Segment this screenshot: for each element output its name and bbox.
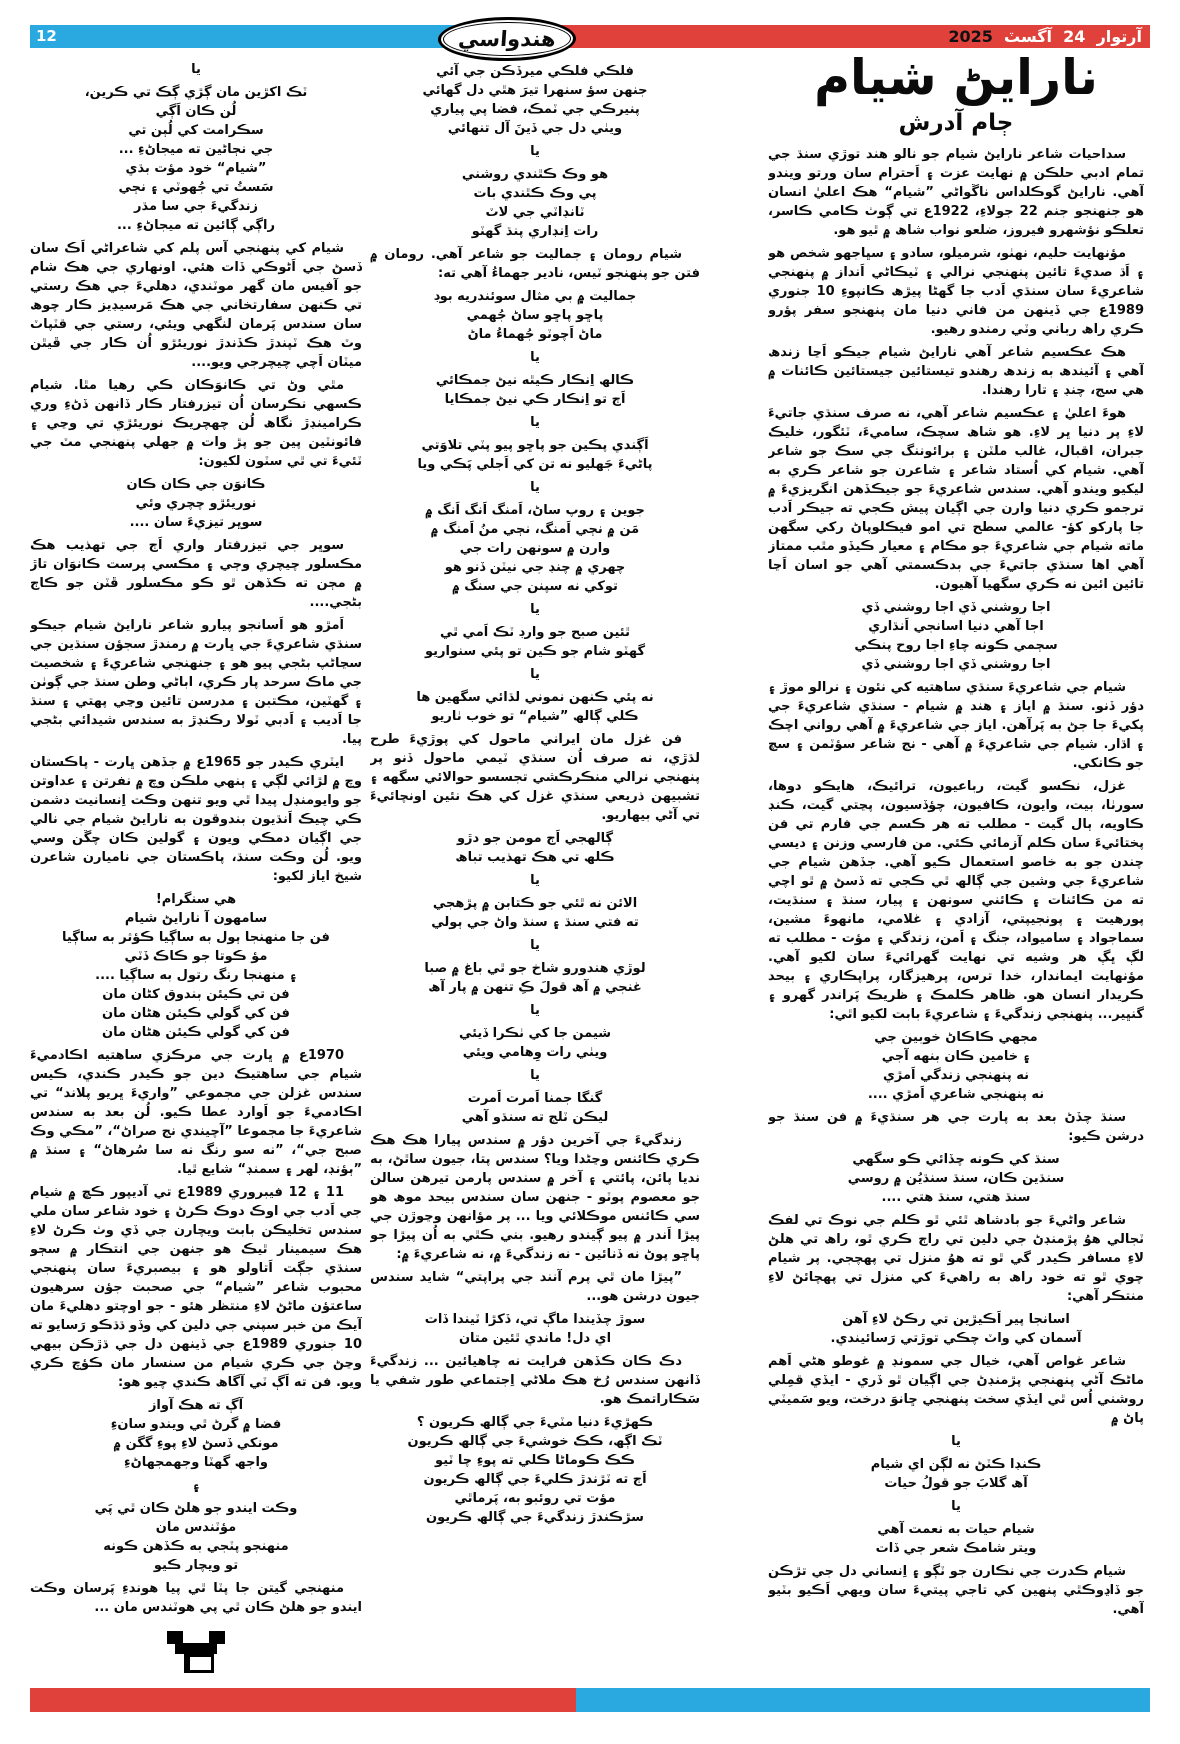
verse-line: پنيرڪي جي ٽمڪ، فضا پي پياري — [430, 102, 640, 117]
verse-line: نوريئڙو چچري وئي — [135, 496, 257, 511]
footer-blue-segment — [576, 1688, 1150, 1712]
verse-line: ”شيام“ خود مؤت بڌي — [125, 161, 267, 176]
verse-line: ٽڪ اڳھ، ڪڪ خوشيءَ جي ڳالھ ڪريون — [407, 1434, 663, 1449]
verse-line: راڳي ڳائين ته ميجاڻءِ ... — [116, 218, 275, 233]
prose-paragraph: سنڌ چڏڻ بعد به پارت جي هر سنڌيءَ ۾ فن سنڌ جو درشن ڪيو: — [768, 1110, 1144, 1145]
verse-line: سنڌين ڪان، سنڌ سنڌيُن ۾ روسي — [847, 1171, 1065, 1187]
prose-paragraph: شيام ڪدرت جي نڪارن جو ٽڳو ۽ اِنساني دل جي تڙڪن جو ڏاڍوڪٿي پنھين کي تاجي پيتيءَ سان ويھي اَڪيو بٽيو آهي. — [768, 1564, 1144, 1618]
date-month: آگسٽ — [1004, 27, 1053, 46]
verse-stanza — [768, 1520, 1144, 1558]
verse-line: توکي نه سپنن جي سنگ ۾ — [452, 579, 618, 594]
verse-line: شيمن جا کي ٺڪرا ڏيئي — [458, 1026, 612, 1041]
prose-paragraph: دڪ ڪان ڪڏهن فرايت نه چاهيائين ... زندگيءَ ڏانھن سندس رُخ هڪ ملاڻي اِجتماعي طور شفي يا سَڪاراتمڪ هو. — [370, 1354, 700, 1407]
verse-line: آڳ ته هڪ آواز — [148, 1398, 244, 1413]
verse-line: اسانجا پير اَڪيڙين تي رڪڻ لاءِ آهن — [842, 1312, 1070, 1328]
verse-stanza — [768, 598, 1144, 674]
verse-line: لُن ڪان اَڳي — [155, 104, 237, 119]
verse-line: ٿئين صبح جو وارڊ ٽڪ اَمي ٿي — [439, 625, 630, 640]
verse-line: مؤ ڪوتا جو ڪاڪ ڏٽي — [124, 949, 268, 964]
verse-separator: يا — [530, 415, 540, 430]
verse-line: فلڪي فلڪي ميرڏڪن جي آئي — [436, 64, 634, 79]
verse-line: مونکي ڏسڻ لاءِ پوءِ گگن ۾ — [113, 1436, 279, 1451]
verse-line: اجا روشني ڏي اجا روشني ڏي — [861, 600, 1051, 616]
verse-line: ڪھڙيءَ دنيا مٽيءَ جي ڳالھ ڪريون ؟ — [416, 1415, 654, 1430]
verse-stanza — [370, 1413, 700, 1527]
verse-line: ڪالھ اِنڪار ڪيٿه نيڻ جمڪائي — [435, 373, 635, 388]
newspaper-logo — [436, 17, 577, 61]
prose-paragraph: شاعر غواص آهي، خيال جي سمونڊ ۾ غوطو هڻي اَهم ماڻڪ آڻي پنھنجي پڙمنڊڻ جي اڳيان ٿو ڏري - ايڏي قمِلي روشني اُس ٿي ايڏي سخت پنھنجي ڇانوَ درخت، ويو سَميٽي پاڻ ۾ — [768, 1354, 1144, 1427]
verse-separator: يا — [530, 667, 540, 682]
verse-line: سوڙ چڏيندا ماڳ تي، ڏکڙا ٽيندا ڏات — [424, 1312, 646, 1327]
verse-line: فن تي ڪيئن بندوق کڻان مان — [102, 987, 290, 1002]
verse-line: اي دل! ماندي ٿئين متان — [458, 1331, 612, 1346]
verse-separator: يا — [530, 602, 540, 617]
footer-band — [30, 1688, 1150, 1712]
verse-line: مَن ۾ نڄي اَمنگ، نڄي منُ اَمنگ ۾ — [430, 522, 640, 537]
verse-separator: يا — [951, 1499, 961, 1515]
verse-line: ڪلھ تي هڪ تھذيب تباھ — [455, 850, 615, 865]
verse-line: ڪلي ڳالھ ”شيام“ تو خوب ٺاريو — [431, 709, 639, 724]
verse-line: سڙڪندڙ زندگيءَ جي ڳالھ ڪريون — [426, 1510, 644, 1525]
verse-stanza — [370, 688, 700, 726]
verse-line: پاڇو پاڇو ساڻ جُھمي — [466, 308, 604, 323]
verse-line: ڪڪ ڪوماڻا ڪلي ته پوءِ چا ٽيو — [435, 1453, 635, 1468]
prose-paragraph: شيام جي شاعريءَ سنڌي ساهتيه کي نئون ۽ نرالو موڙ ۽ دؤر ڏنو. سنڌ ۾ اياز ۽ هند ۾ شيام - سنڌي شاعريءَ جي پکيءَ جا جڻ به پَرآهن. اياز جي شاعريءَ ۾ آهي رواني اچڪ ۽ اڌار. شيام جي شاعريءَ ۾ آهي - نج شاعر سؤٽمن ۽ سچ جو ڪانکي. — [768, 680, 1144, 772]
verse-line: لوڙي هندورو شاخ جو ٿي باغ ۾ صبا — [424, 961, 646, 976]
verse-line: ليڪن ٽلج ته سنڌو آهي — [461, 1110, 609, 1125]
verse-line: جنھن سؤ سنھرا تيرَ هٿي دل گھائي — [422, 83, 648, 98]
verse-line: اَڳندي پڪين جو پاڇو پيو پٽي تلاوَتي — [421, 438, 649, 453]
verse-line: منھنجو پٽجي به ڪڏهن ڪونه — [103, 1539, 289, 1554]
verse-line: جي نڄاڻين ته ميجاڻءِ ... — [118, 142, 274, 157]
verse-line: اَڄ تو اِنڪار ڪي نيڻ جمڪايا — [444, 392, 626, 407]
verse-line: نه پئي ڪنھن نموني لڌائي سگھين ها — [416, 690, 654, 705]
verse-stanza — [370, 287, 700, 344]
verse-line: سڄمي ڪونه چاءِ اجا روح پنڪي — [854, 638, 1058, 654]
verse-line: جماليت ۾ بي مثال سوئندريه بوڊ — [433, 289, 637, 304]
verse-separator: يا — [530, 938, 540, 953]
verse-stanza — [30, 83, 362, 235]
verse-line: ماڻ اَچوٽو جُھماءُ ماڻ — [467, 327, 603, 342]
column-left — [30, 58, 362, 1688]
verse-line: وارن ۾ سونھن رات جي — [459, 541, 611, 556]
verse-separator: يا — [530, 1068, 540, 1083]
verse-line: هو وڪ ڪٿندي روشني — [461, 167, 609, 182]
prose-paragraph: 11 ۽ 12 فيبروري 1989ع تي آديپور ڪڇ ۾ شيام جي اَدب جي اوڪ دوڪ ڪرڻ ۽ خود شاعر سان ملي سندس تخليڪن بابت ويچارن جي ڏي وٺ ڪرڻ لاءِ هڪ سيمينار ٿيڪ هو جنھن جي انتڪار ۾ سڄو سنڌي جڳت اَتاولو هو ۽ بيصبريءَ سان پنھنجي محبوب شاعر ”شيام“ جي صحبت جؤن سرهيون ساعتؤن ماڻڻ لاءِ منتظر هئو - جو اوچتو دهليءَ مان آيڪ من خبر سپني جي دلين کي وڏو ڌڌڪو رَسايو ته 10 جنوري 1989ع جي ڏينھن دل جي ڌڙڪن بيھي وڃڻ جي ڪري شيام من سنسار مان ڪؤچ ڪري ويو. فن ته اَڳ ٽي آگاھ ڪندي چيو هو: — [30, 1185, 362, 1390]
date-year: 2025 — [948, 27, 993, 46]
verse-separator: ۽ — [192, 1478, 200, 1493]
dateline — [948, 25, 1142, 48]
verse-stanza — [30, 1396, 362, 1472]
verse-line: الائن نه ٿئي جو ڪتابن ۾ پڙهجي — [432, 896, 638, 911]
verse-stanza — [768, 1028, 1144, 1104]
verse-line: ويٺي رات وِهامي ويئي — [462, 1045, 608, 1060]
verse-line: آھ گلابَ جو قولُ حيات — [884, 1476, 1028, 1492]
prose-paragraph: هڪ عڪسيم شاعر آهي نارايڻ شيام جيڪو اَڃا زندھ آهي ۽ آئيندھ به زندھ رهندو تيستائين جيستائين ڪائنات ۾ هي سج، چنڊ ۽ تارا رهندا. — [768, 345, 1144, 399]
verse-separator: يا — [951, 1434, 961, 1450]
verse-line: اجا روشني ڏي اجا روشني ڏي — [861, 657, 1051, 673]
prose-paragraph: شاعر واڻيءَ جو بادشاھ ٿئي ٿو ڪلم جي نوڪ تي لفڪ ٽجالي هوُ پڙمنڊڻ جي دلين تي راڄ ڪري ٿو، راھ تي هلڻ لاءِ مسافر ڪيدر گي ٿو ته هوُ منزل تي پھچجي. پر شيام چوي ٿو ته خود راھ به راهيءَ کي منزل تي پھچائڻ لاءِ منتڪر آهي: — [768, 1213, 1144, 1305]
verse-line: اجا آهي دنيا اسانجي اَنڌاري — [868, 619, 1044, 635]
prose-paragraph: اَمڙو هو اَسانجو پيارو شاعر نارايڻ شيام جيڪو سنڌي شاعريءَ جي ڀارت ۾ رمندڙ سجؤن سنڌين جي سڃاڻپ بڻجي پيو هو ۽ جنھنجي شاعريءَ ۽ شخصيت جي ماڪ سرحد پار ڪري، اباڻي وطن سنڌ جي ڳوٺن ۽ گھٽين، مڪتبن ۽ مدرسن تائين وڃي پھتي ۽ سنڌ جا اَديب ۽ اَدبي ٽولا رڪنڊڙ به سندس شيدائي بڻجي پيا. — [30, 618, 362, 747]
verse-stanza — [370, 1310, 700, 1348]
prose-paragraph: سداحيات شاعر نارايڻ شيام جو نالو هند توڙي سنڌ جي تمام ادبي حلڪن ۾ نھايت عزت ۽ اَحترام سان ورتو ويندو آهي. نارايڻ گوڪلداس ناڱواڻي ”شيام“ هڪ اعليٰ انسان هو جنھنجو جنم 22 جولاءِ، 1922ع تي ڳوٺ ڪامي ڪاسر، تعلڪو نؤشھرو فيروز، ضلعو نواب شاھ ۾ ٿيو هو. — [768, 147, 1144, 239]
verse-line: رات اِنڊاري پنڌ گھٽو — [471, 224, 599, 239]
verse-separator: يا — [530, 350, 540, 365]
end-of-article-mark — [167, 1631, 225, 1673]
verse-line: ويٺي دل جي ڏينَ آل تنھائي — [447, 121, 623, 136]
verse-line: شيام حيات به نعمت آهي — [877, 1522, 1035, 1538]
verse-line: واجھ گھٽا وجھمجھاڻءِ — [123, 1455, 269, 1470]
verse-line: ڳالھجي اَڄ مومن جو دڙو — [456, 831, 614, 846]
prose-paragraph: منھنجي گيتن جا پٽا ٿي پيا هوندءِ پَرسان وڪت ايندو جو هلڻ ڪان ٿي پي هوٽندس مان ... — [30, 1581, 362, 1615]
verse-line: ته فتي سنڌ ۽ سنڌ واڻ جي ٻولي — [431, 915, 639, 930]
verse-separator: يا — [530, 873, 540, 888]
verse-stanza — [370, 1024, 700, 1062]
date-day: 24 — [1063, 27, 1086, 46]
header-band — [30, 25, 1150, 51]
verse-line: ڪنڊا ڪٽڻ نه لڳن اي شيام — [870, 1457, 1042, 1473]
verse-line: ٽڪ اکڙين مان ڳڙي ڳڪ تي ڪرين، — [84, 85, 308, 100]
prose-paragraph: سوڀر جي تيزرفتار واري اَڄ جي تھذيب هڪ مڪسلور چيچري وڄي ۽ مڪسي پرست ڪانوَان تاڙ ۾ مڄن ته ڪڏهن ٿو ڪو مڪسلور ڦٽن جو ڪاڄ بڻجي.... — [30, 538, 362, 610]
prose-paragraph: فن غزل مان ايراني ماحول کي پوڙيءَ طرح لڌڙي، نه صرف اُن سنڌي ٽيمي ماحول ڏنو پر پنھنجي نرالي منڪرڪشي تجسسو حوالائي سگھه ۽ تشبيھن ذريعي سنڌي غزل کي هڪ نئين اونچائيءَ تي آڻي بيھاريو. — [370, 732, 700, 823]
prose-paragraph: ”پيڙا مان ٿي پرم آنند جي پراپتي“ شايد سندس جيون درشن هو... — [370, 1270, 700, 1304]
verse-separator: يا — [530, 1003, 540, 1018]
verse-line: مجھي ڪاڪاڻ خوبين جي — [874, 1030, 1038, 1046]
footer-red-segment — [30, 1688, 576, 1712]
verse-separator: يا — [530, 480, 540, 495]
verse-line: ويتر شامڪ شعر جي ڏات — [875, 1541, 1037, 1557]
verse-stanza — [30, 890, 362, 1042]
verse-line: ڪانوَن جي ڪان ڪان — [126, 477, 266, 492]
verse-line: نه پنھنجي شاعري اَمڙي .... — [867, 1087, 1045, 1103]
verse-line: سڪرامت کي لُٻن تي — [128, 123, 264, 138]
prose-paragraph: زندگيءَ جي آخرين دؤر ۾ سندس پيارا هڪ هڪ ڪري ڪائنس وڃڻدا ويا؟ سندس پتا، جيون ساٿڻ، به نديا پائن، پائتي ۽ آخر ۾ سندس پارمن تيرهن سالن جو معصوم پوٽو - جنھن سان سندس بيحد موھ هو سي ڪائنس موڪلائي ويا ... پر مؤانھن وڃوڙن جي پيڙا اَندر ۾ پيو ڳيندو رهيو. بني ڪٿي به اُن پيڙا جو پاڇو پوڻ نه ڏنائين - نه زندگيءَ ۾، نه شاعريءَ ۾: — [370, 1133, 700, 1262]
verse-line: پي وڪ ڪٿندي بات — [473, 186, 597, 201]
verse-line: گھٽو شام جو ڪين تو پئي سنواريو — [424, 644, 646, 659]
verse-line: غنجي ۾ آھ قولَ ڪِ تنھن ۾ پار آھ — [428, 980, 642, 995]
verse-line: سوڀر تيزيءَ سان .... — [129, 515, 263, 530]
verse-line: ٽانڊاٽي جي لاٽ — [485, 205, 585, 220]
verse-line: ۽ منھنجا رنگ رتول به ساڳيا .... — [95, 968, 297, 983]
verse-line: ۽ خامين ڪان بنھه آجي — [881, 1049, 1031, 1065]
verse-stanza — [370, 894, 700, 932]
verse-line: پاڻيءَ جَھليو نه تن کي اَجلي پَڪي ويا — [417, 457, 653, 472]
column-middle — [370, 58, 700, 1688]
prose-paragraph: غزل، نڪسو گيت، رباعيون، ترائيڪ، هايڪو دوها، سورٺا، بيت، وايون، ڪافيون، چؤڏسيون، پڃتي گيت، ڪنڊ ڪاويه، ٻال گيت - مطلب ته هر ڪسم جي فارم تي فن پختائيءَ سان ڪلم آزمائي ڪئي. من فارسي وزنن ۽ ديسي چندن جو به خاصو استعمال ڪيو آهي. جڏهن شيام جي شاعريءَ جي وشين جي ڳالھ ٿي ڪجي ته ڏسڻ ۾ ٿو اچي ته من ڪائنات ۽ ڪائني سونھن ۽ پيار، سنڌ ۽ سنڌيت، پورهيت ۽ پونجيپتي، آزادي ۽ غلامي، مانھوءَ مشين، سماجواد ۽ ساميواد، جنگ ۽ اَمن، زندگي ۽ مؤت - مطلب ته لڳ ڀڳ هر وشيه تي نھايت گھرائيءَ سان لکيو آهي. مؤنھايت ايماندار، خدا ترس، پرهيزگار، پراپڪاري ۽ بيحد ڪريدار انسان هو. ظاهر ڪلمڪ ۽ ظريڪ پَراندر گھرو ۽ گنڀير... پنھنجي زندگيءَ ۽ شاعريءَ بابت لکيو اٿي: — [768, 779, 1144, 1023]
verse-line: سامهون آ نارايڻ شيام — [124, 911, 268, 926]
column-right — [768, 50, 1144, 1680]
verse-stanza — [30, 1499, 362, 1575]
article-headline: نارايڻ شيام — [814, 50, 1098, 106]
verse-stanza — [370, 165, 700, 241]
verse-line: فن کي گولي ڪيئن هڻان مان — [102, 1006, 290, 1021]
verse-stanza — [370, 959, 700, 997]
page-number: 12 — [36, 27, 57, 45]
verse-line: نه پنھنجي زندگي اَمڙي — [882, 1068, 1030, 1084]
verse-line: سنڌ کي ڪونه چڏائي ڪو سگھي — [852, 1152, 1060, 1168]
verse-stanza — [768, 1150, 1144, 1207]
verse-stanza — [370, 371, 700, 409]
verse-stanza — [370, 829, 700, 867]
article-byline: ڄام آدرش — [898, 110, 1014, 137]
prose-paragraph: مٿي وڻ تي ڪانوَڪان ڪي رهيا مٿا. شيام ڪسھي نڪرسان اُن تيزرفتار ڪار ڏانھن ڏڻءِ وري ڪرامينڊڙ نگاھ لُن چھچريڪ نوريئڙي تي وڃي ۽ فائونٽين پين جو پڙ وات ۾ جھلي پنھنجي مٽ جي ٽئيءَ تي ٿي سٽون لکيون: — [30, 378, 362, 469]
verse-line: سَستُ تي جُھوٽي ۽ نڄي — [118, 180, 274, 195]
verse-line: تو ويچار ڪيو — [153, 1558, 239, 1573]
verse-line: مؤٽندس مان — [155, 1520, 237, 1535]
newspaper-logo-text: هندواسي — [457, 27, 557, 51]
verse-stanza — [370, 501, 700, 596]
verse-separator: يا — [191, 62, 201, 77]
verse-line: هي سنگرام! — [155, 892, 237, 907]
prose-paragraph: شيام کي پنھنجي آس پلم کي شاعراڻي اَڪ سان ڏسڻ جي اَڻوڪي ڏات هئي. اونھاري جي هڪ شام جو آفيس مان گھر موٽندي، دهليءَ جي هڪ رستي تي ڪنھن سفارتخاني جي هڪ مَرسيڊيز ڪار چوھ سان سندس پَرمان لنگھي ويئي، رستي جي قٽپاٽ وٽ هڪ ٽپندڙ ڪڏندڙ نوريئڙو اُن ڪار جي ڦيٿن ميٽان اَچي چيچرجي ويو.... — [30, 241, 362, 370]
prose-paragraph: مؤنھايت حليم، نھٺو، شرميلو، سادو ۽ سڀاجھو شخص هو ۽ اَڌ صديءَ تائين پنھنجي نرالي ۽ ٽيڪاڻي اَنداز ۾ پنھنجي شاعريءَ سان سنڌي اَدب جا گھڻا پيڙھ ڪانپوءِ 10 جنوري 1989ع جي ڏينھن من فاني دنيا مان پنھنجو سفر پؤرو ڪري راھ رباني وٽي رمندو رهيو. — [768, 246, 1144, 338]
verse-line: سنڌ هتي، سنڌ هتي .... — [881, 1190, 1031, 1206]
prose-paragraph: هوءَ اعليٰ ۽ عڪسيم شاعر آهي، نه صرف سنڌي جاتيءَ لاءِ پر دنيا ڀر لاءِ. هو شاھ سچڪ، ساميءَ، ٽئگور، خليڪ جبران، اقبال، غالب ملٽن ۽ برائوننگ جي سڪ جو شاعر آهي. شيام کي اُستاد شاعر ۽ شاعرن جو شاعر ڪري به ليکيو ويندو آهي. سندس شاعريءَ جو جيڪڏهن انگريزيءَ ۾ ترجمو ڪري دنيا وارن جي اڳيان پيش ڪجي ته جيڪر اَدب جا پارکو کؤ- عالمي سطح تي امو فيڪلوپاڻ رکي سگھن ماته شيام جي شاعريءَ جو مڪام ۽ معيار ڪيڏو مٿب ممتاز آهي اها سنڌي جاتيءَ جي بدڪسمتي آهي جو اسان اَڃا تائين ائين نه ڪري سگھيا آهيون. — [768, 406, 1144, 593]
verse-line: فن کي گولي ڪيئن هڻان مان — [102, 1025, 290, 1040]
verse-line: مؤت تي روئبو به، پَرماٿي — [454, 1491, 616, 1506]
verse-line: جوين ۽ روپ ساڻ، اَمنگ اَنگ اَنگ ۾ — [425, 503, 645, 518]
prose-paragraph: 1970ع ۾ ڀارت جي مرڪزي ساهتيه اڪادميءَ شيام جي ساهتيڪ دين جو ڪيدر ڪندي، ڪيس سندس غزلن جي مجموعي ”واريءَ ڀريو پلاند“ تي اڪادميءَ جو اَوارد عطا ڪيو. لُن بعد به سندس شاعريءَ جا مجموعا ”آچيندي نج صراڻ“، ”مڪي وڪ صبح جي“، ”نه سو رنگ نه سا سُرهاڻ“ ۽ سنڌ ۾ ”ٻؤنڊ، لھر ۽ سمنڊ“ شايع ٿيا. — [30, 1048, 362, 1177]
verse-stanza — [768, 1310, 1144, 1348]
prose-paragraph: شيام رومان ۽ جماليت جو شاعر آهي. رومان ۾ فتن جو پنھنجو ٽيس، نادير جھماءُ آهي ته: — [370, 247, 700, 281]
header-blue-segment — [30, 25, 468, 48]
verse-line: چھري ۾ چنڊ جي نيٽن ڏنو هو — [444, 560, 626, 575]
verse-stanza — [370, 1089, 700, 1127]
column-right-body — [768, 145, 1144, 1619]
date-weekday: آرتوار — [1096, 27, 1142, 46]
verse-line: فن جا منھنجا ٻول به ساڳيا ڪؤثر به ساڳيا — [62, 930, 330, 945]
verse-stanza — [370, 436, 700, 474]
verse-stanza — [370, 623, 700, 661]
prose-paragraph: ايٽري ڪيدر جو 1965ع ۾ جڏهن ڀارت - پاڪستان وچ ۾ لڙائي لڳي ۽ ٻنھي ملڪن وچ ۾ نفرتن ۽ عداوتن جو وايومنڊل پيدا ٿي ويو تنھن وڪت اِنسانيت دشمن ڪي چيڪ اَنڌيون بندوقون به نارايڻ شيام جي نالي جي اڳيان دمڪي ويون ۽ گولين ڪان چڱن وسي ويو. لُن وڪت سنڌ، پاڪستان جي ناميارن شاعرن شيخ اياز لکيو: — [30, 755, 362, 884]
verse-stanza — [370, 62, 700, 138]
verse-line: آسمان کي واٽ چڪي توڙتي رَسائيندي. — [830, 1331, 1082, 1347]
verse-line: اَڄ ته ٽڙندڙ ڪليءَ جي ڳالھ ڪريون — [423, 1472, 647, 1487]
verse-line: وڪت ايندو جو هلڻ ڪان ٿي پَي — [94, 1501, 298, 1516]
verse-line: گنگا جمنا اَمرت اَمرت — [467, 1091, 603, 1106]
verse-line: زندگيءَ جي سا مڌر — [133, 199, 259, 214]
verse-separator: يا — [530, 144, 540, 159]
verse-line: فضا ۾ گرڻ ٿي ويندو سانءِ — [110, 1417, 282, 1432]
verse-stanza — [30, 475, 362, 532]
verse-stanza — [768, 1455, 1144, 1493]
